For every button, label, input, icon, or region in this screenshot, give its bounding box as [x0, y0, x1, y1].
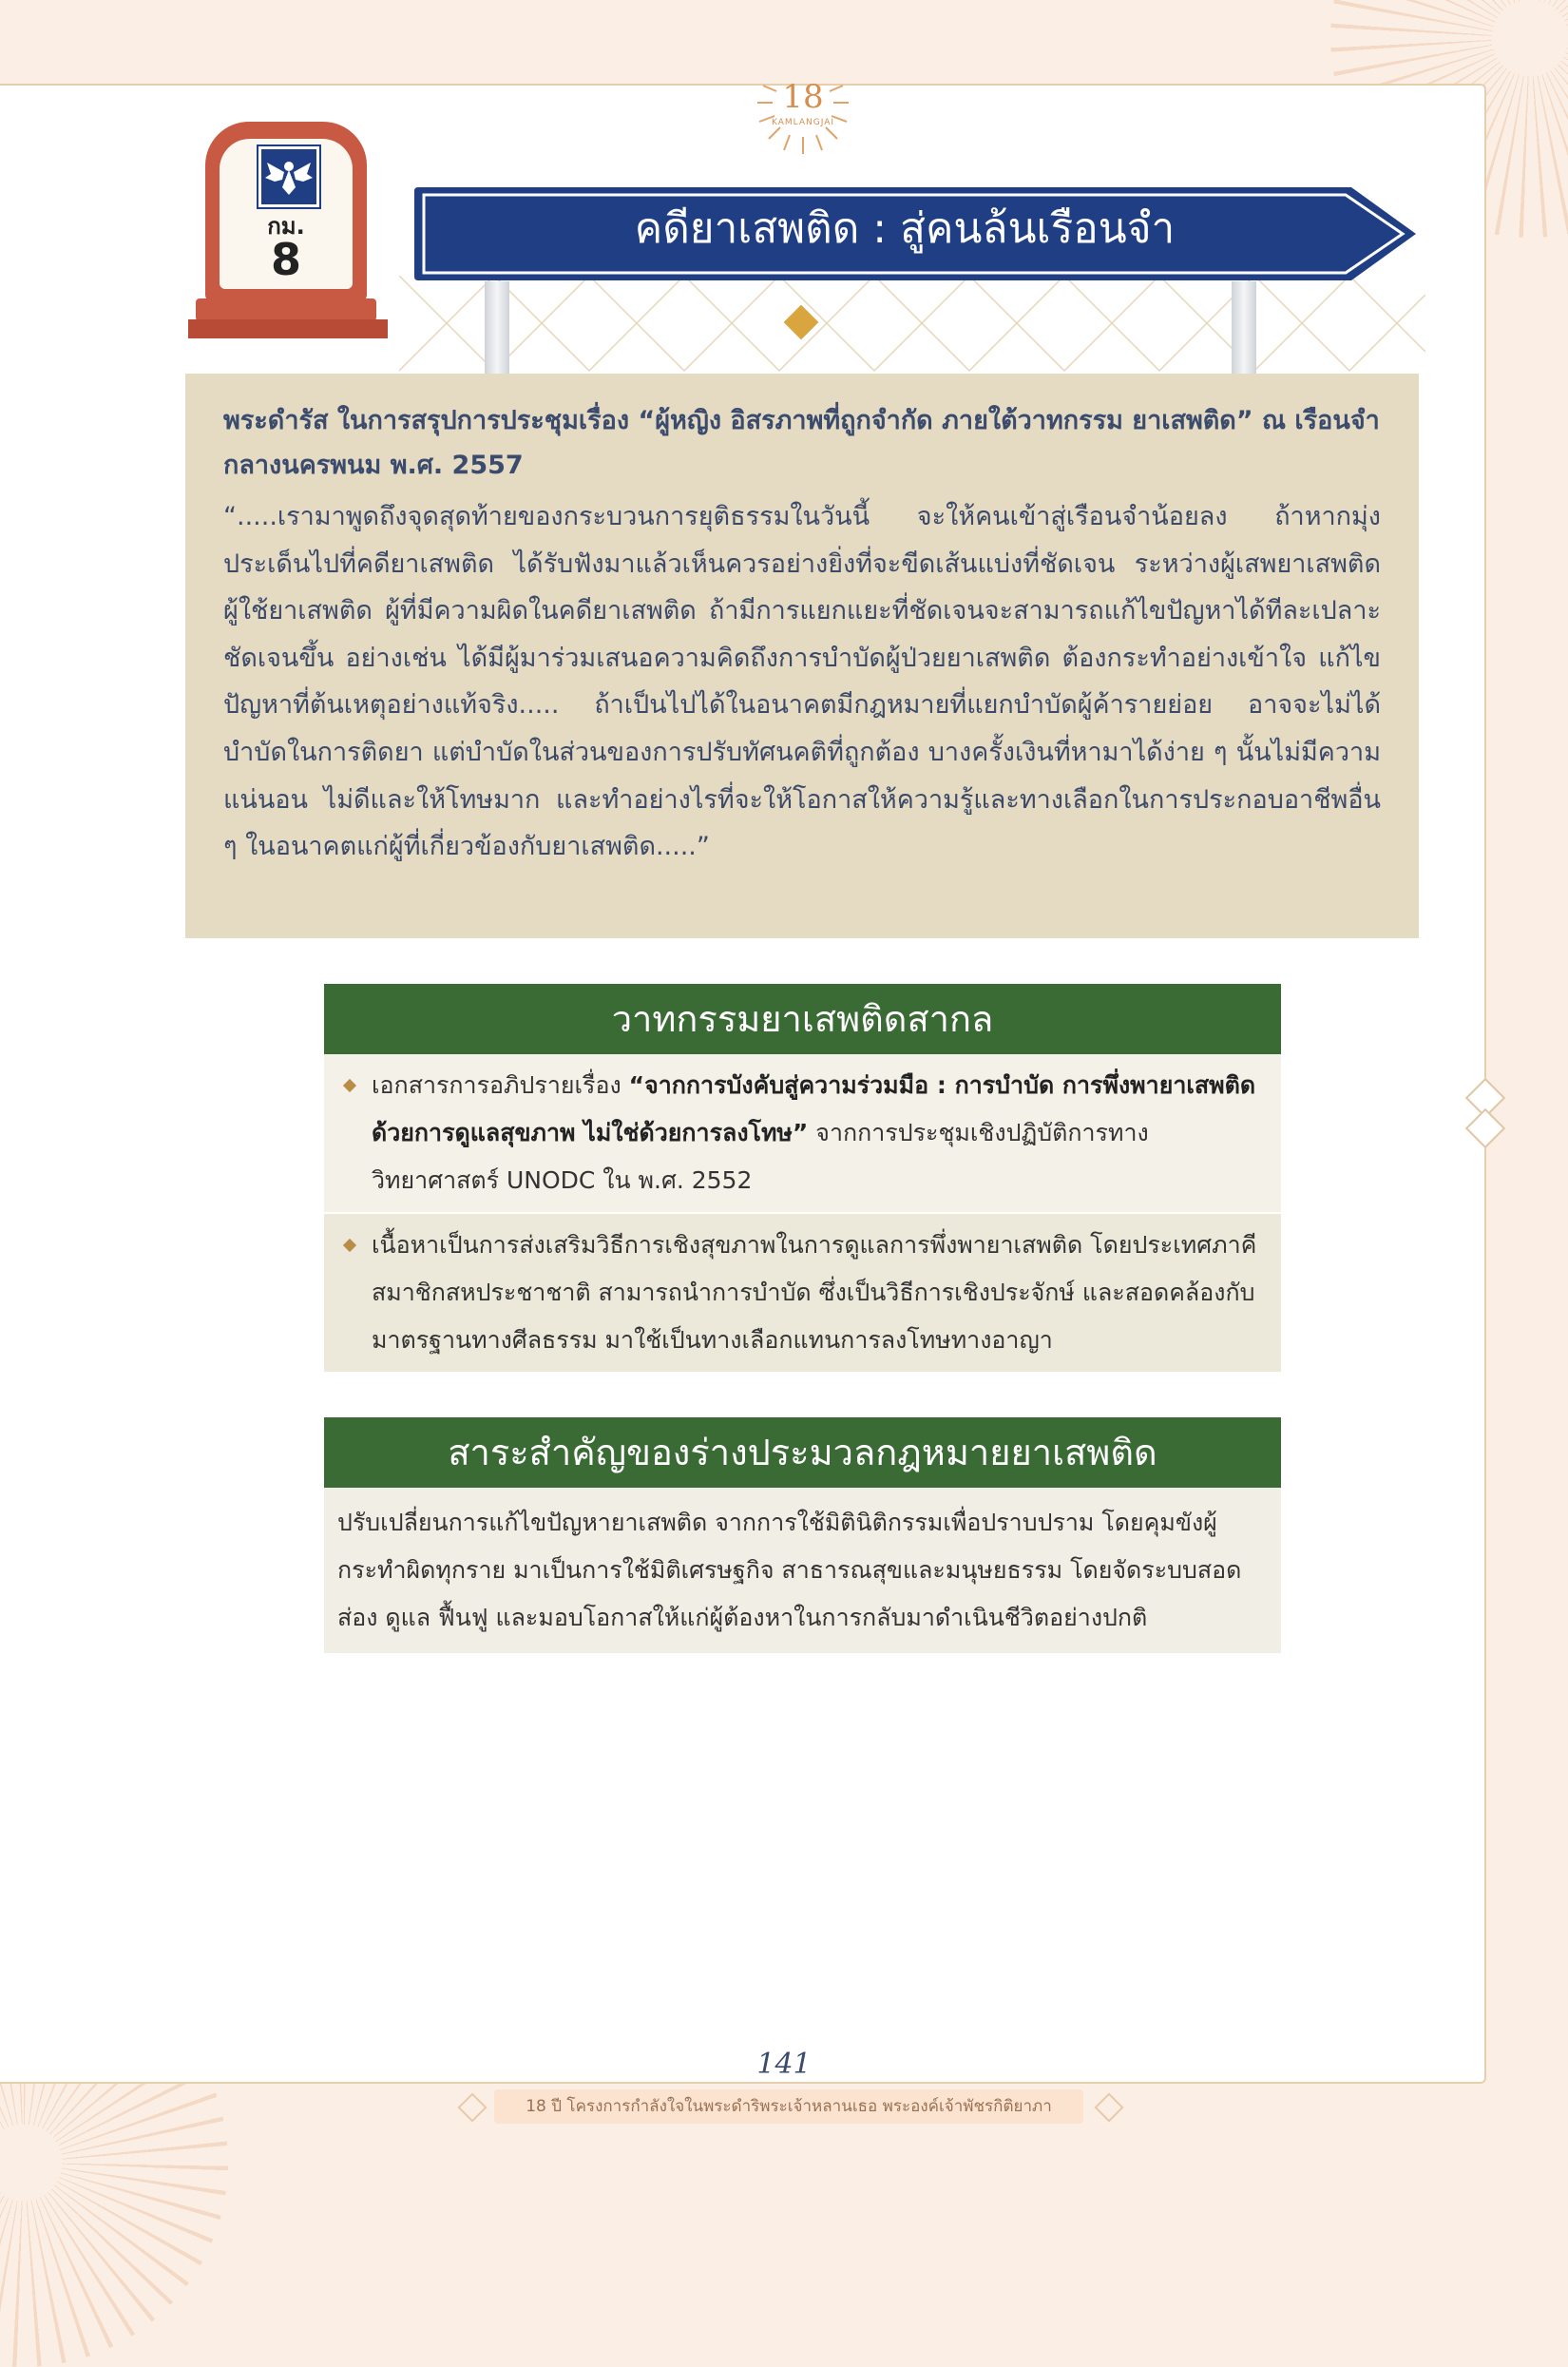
- section-body: ปรับเปลี่ยนการแก้ไขปัญหายาเสพติด จากการใช้มิตินิติกรรมเพื่อปราบปราม โดยคุมขังผู้กระทำผิดทุกราย มาเป็นการใช้มิติเศรษฐกิจ สาธารณสุขและมนุษยธรรม โดยจัดระบบสอดส่อง ดูแล ฟื้นฟู และมอบโอกาสให้แก่ผู้ต้องหาในการกลับมาดำเนินชีวิตอย่างปกติ: [324, 1488, 1281, 1653]
- section-global-discourse: [324, 984, 1281, 1372]
- footer-diamond-ornament: [1094, 2092, 1123, 2122]
- sign-pole-left: [485, 281, 509, 376]
- km-number: 8: [270, 234, 301, 285]
- diamond-bullet-icon: [343, 1079, 356, 1092]
- list-item: [324, 1054, 1281, 1212]
- quote-heading: พระดำรัส ในการสรุปการประชุมเรื่อง “ผู้หญิง อิสรภาพที่ถูกจำกัด ภายใต้วาทกรรม ยาเสพติด” ณ เรือนจำกลางนครพนม พ.ศ. 2557: [223, 406, 1380, 480]
- lattice-decoration: [399, 276, 1425, 378]
- section-title: สาระสำคัญของร่างประมวลกฎหมายยาเสพติด: [324, 1417, 1281, 1488]
- km-milestone-marker: [188, 122, 397, 350]
- page-title: คดียาเสพติด : สู่คนล้นเรือนจำ: [634, 204, 1176, 253]
- milestone-foundation: [188, 319, 388, 338]
- item-text: เนื้อหาเป็นการส่งเสริมวิธีการเชิงสุขภาพในการดูแลการพึ่งพายาเสพติด โดยประเทศภาคีสมาชิกสหประชาชาติ สามารถนำการบำบัด ซึ่งเป็นวิธีการเชิงประจักษ์ และสอดคล้องกับมาตรฐานทางศีลธรรม มาใช้เป็นทางเลือกแทนการลงโทษทางอาญา: [372, 1231, 1257, 1354]
- royal-quote-box: [185, 374, 1419, 938]
- road-sign-header: [411, 183, 1420, 284]
- item-text-bold: “จากการบังคับสู่ความร่วมมือ : การบำบัด การพึ่งพายาเสพติด ด้วยการดูแลสุขภาพ ไม่ใช่ด้วยการลงโทษ”: [372, 1071, 1256, 1146]
- diamond-bullet-icon: [343, 1239, 356, 1252]
- item-text-source: จากการประชุมเชิงปฏิบัติการทางวิทยาศาสตร์ UNODC ใน พ.ศ. 2552: [372, 1119, 1149, 1194]
- section-draft-narcotics-code: [324, 1417, 1281, 1653]
- sign-pole-right: [1232, 281, 1256, 376]
- footer-caption: 18 ปี โครงการกำลังใจในพระดำริพระเจ้าหลานเธอ พระองค์เจ้าพัชรกิติยาภา: [494, 2089, 1083, 2124]
- km-label: กม.: [267, 213, 305, 240]
- list-item: [324, 1212, 1281, 1372]
- item-text-intro: เอกสารการอภิปรายเรื่อง: [372, 1071, 629, 1099]
- milestone-base: [196, 298, 376, 321]
- logo-number: 18: [782, 78, 824, 116]
- section-title: วาทกรรมยาเสพติดสากล: [324, 984, 1281, 1054]
- quote-body: “.....เรามาพูดถึงจุดสุดท้ายของกระบวนการยุติธรรมในวันนี้ จะให้คนเข้าสู่เรือนจำน้อยลง ถ้าหากมุ่งประเด็นไปที่คดียาเสพติด ได้รับฟังมาแล้วเห็นควรอย่างยิ่งที่จะขีดเส้นแบ่งที่ชัดเจน ระหว่างผู้เสพยาเสพติด ผู้ใช้ยาเสพติด ผู้ที่มีความผิดในคดียาเสพติด ถ้ามีการแยกแยะที่ชัดเจนจะสามารถแก้ไขปัญหาได้ทีละเปลาะชัดเจนขึ้น อย่างเช่น ได้มีผู้มาร่วมเสนอความคิดถึงการบำบัดผู้ป่วยยาเสพติด ต้องกระทำอย่างเข้าใจ แก้ไขปัญหาที่ต้นเหตุอย่างแท้จริง..... ถ้าเป็นไปได้ในอนาคตมีกฎหมายที่แยกบำบัดผู้ค้ารายย่อย อาจจะไม่ได้บำบัดในการติดยา แต่บำบัดในส่วนของการปรับทัศนคติที่ถูกต้อง บางครั้งเงินที่หามาได้ง่าย ๆ นั้นไม่มีความแน่นอน ไม่ดีและให้โทษมาก และทำอย่างไรที่จะให้โอกาสให้ความรู้และทางเลือกในการประกอบอาชีพอื่น ๆ ในอนาคตแก่ผู้ที่เกี่ยวข้องกับยาเสพติด.....”: [223, 502, 1381, 862]
- logo-subtitle: KAMLANGJAI: [771, 118, 835, 127]
- kamlangjai-logo: [755, 68, 851, 164]
- garuda-emblem-icon: [258, 146, 319, 207]
- page-number: 141: [756, 2048, 812, 2081]
- footer-diamond-ornament: [457, 2092, 487, 2122]
